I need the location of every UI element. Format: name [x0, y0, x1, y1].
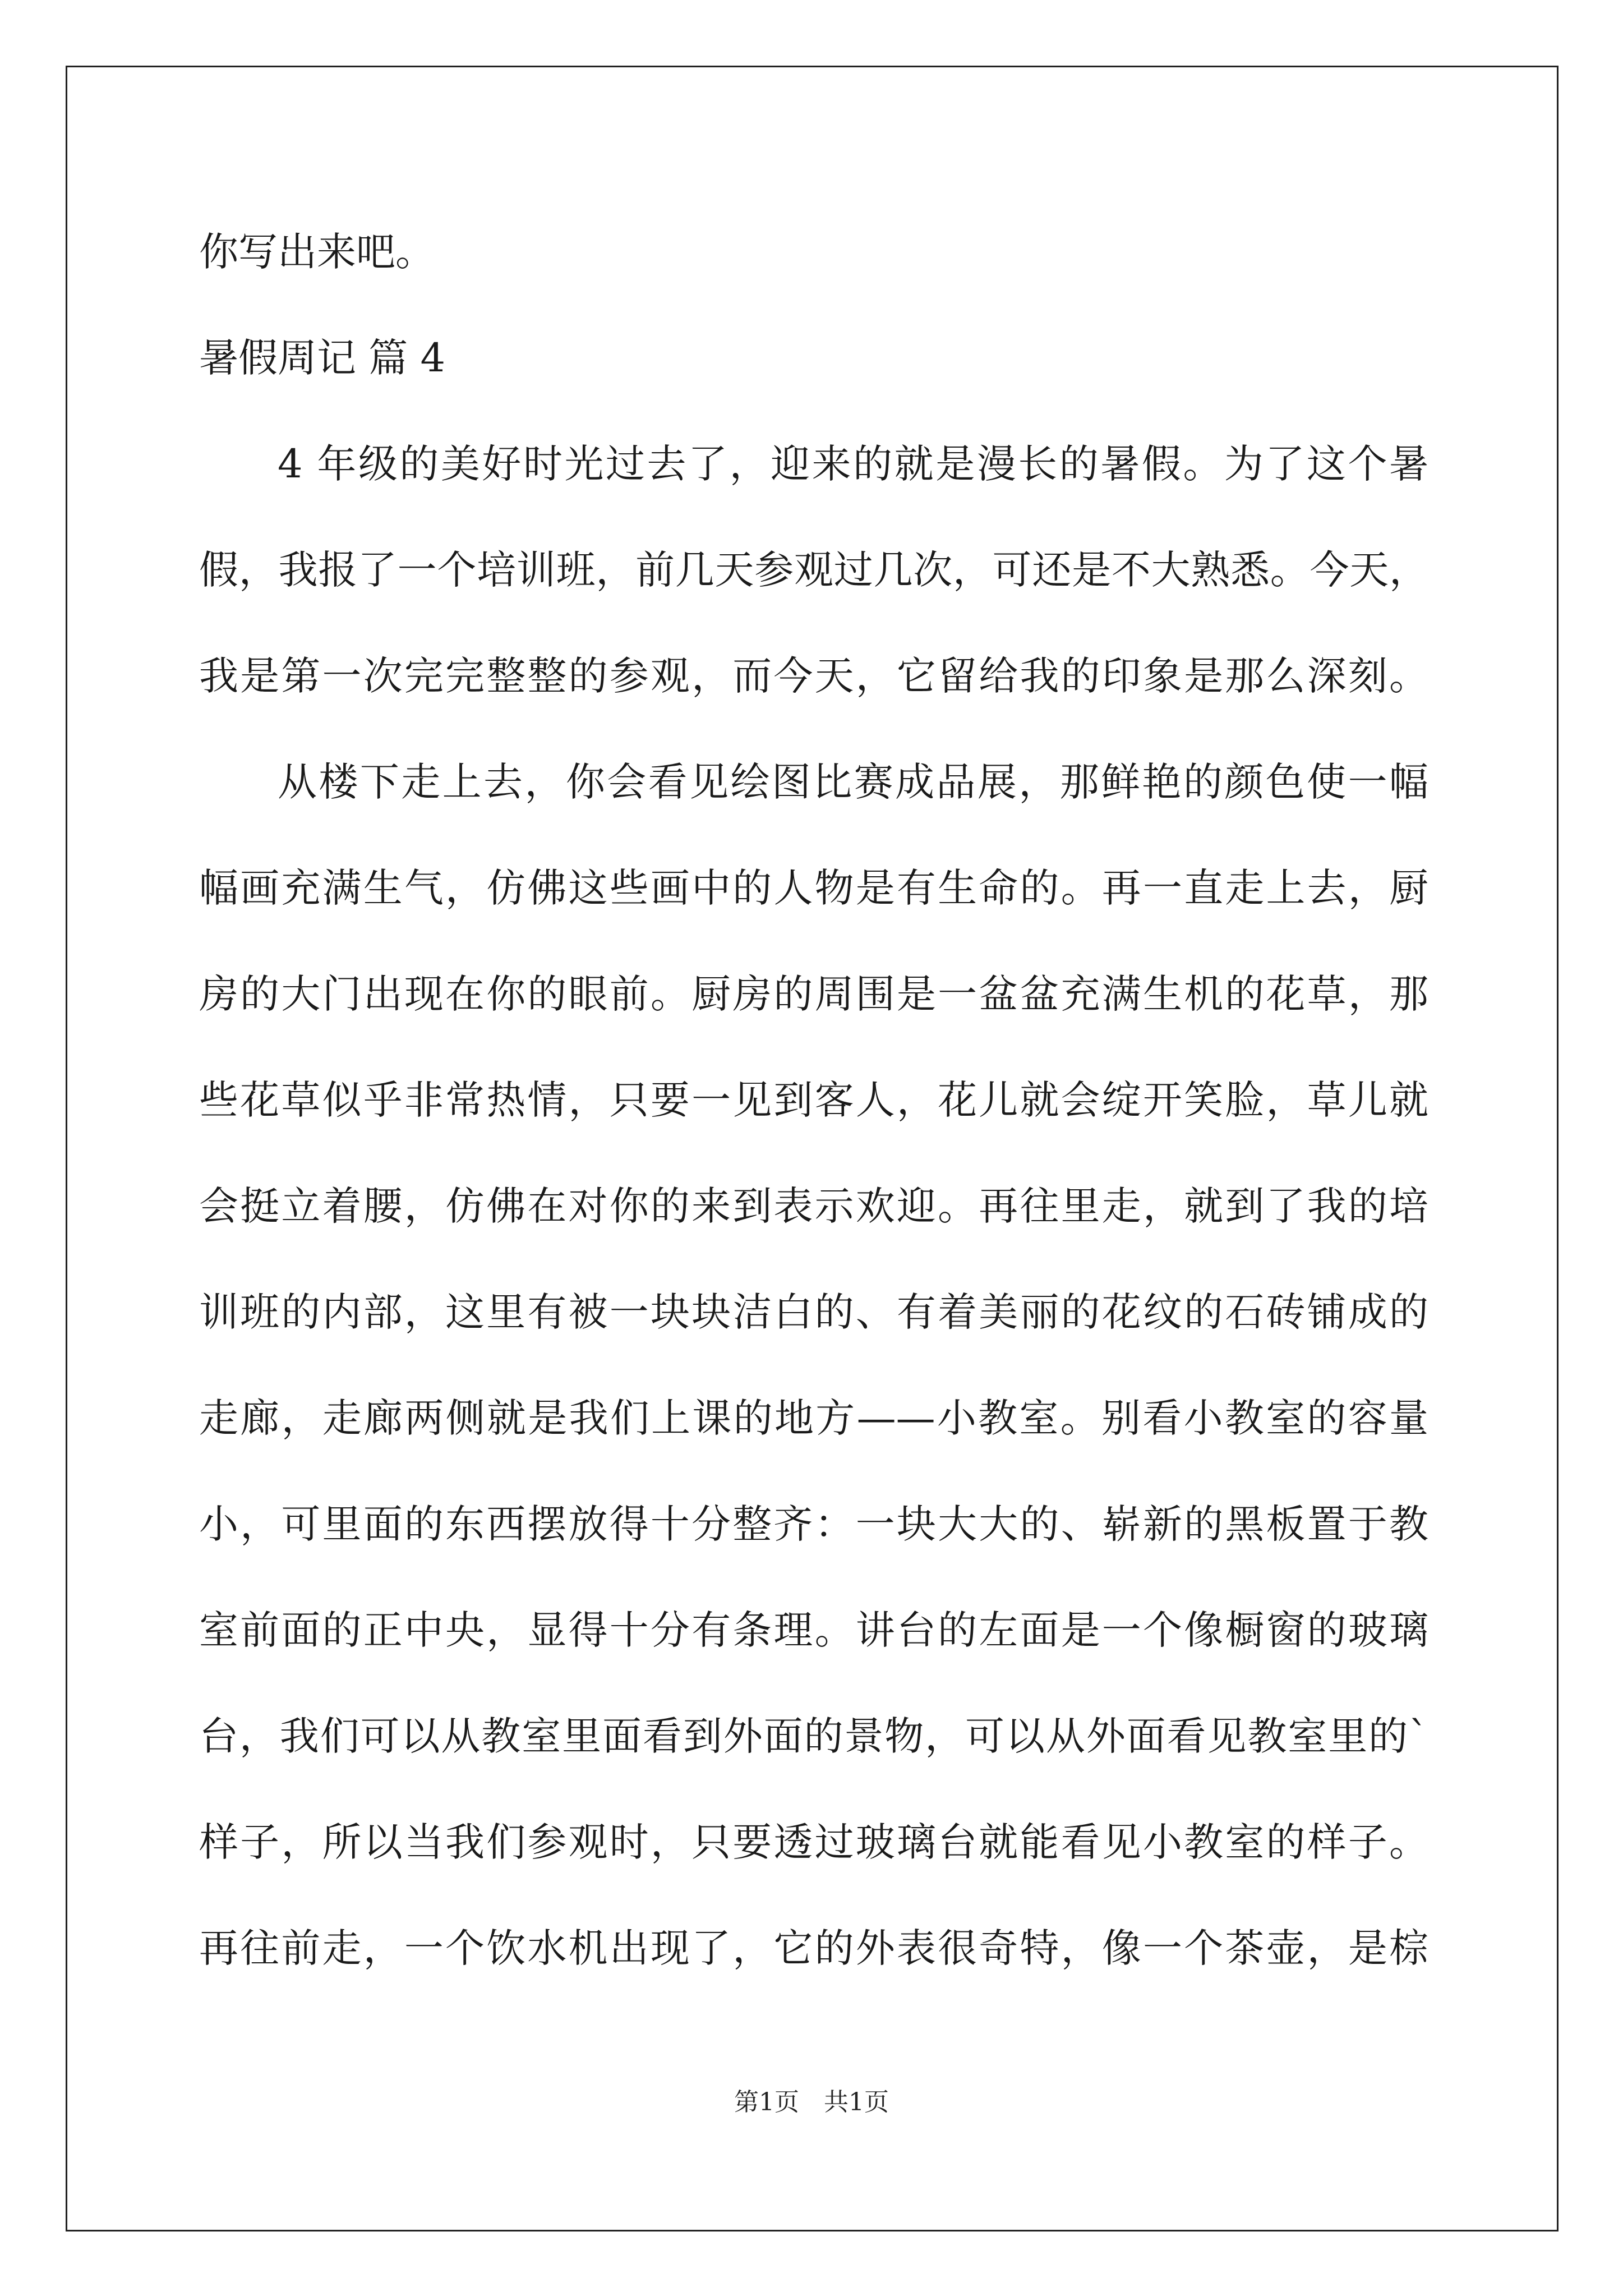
body-line: 4 年级的美好时光过去了，迎来的就是漫长的暑假。为了这个暑 [278, 441, 1428, 487]
document-body [199, 199, 1428, 2001]
body-line: 会挺立着腰，仿佛在对你的来到表示欢迎。再往里走，就到了我的培 [199, 1183, 1428, 1229]
body-line: 从楼下走上去，你会看见绘图比赛成品展，那鲜艳的颜色使一幅 [278, 759, 1428, 805]
body-line: 台，我们可以从教室里面看到外面的景物，可以从外面看见教室里的` [199, 1713, 1428, 1759]
body-line: 幅画充满生气，仿佛这些画中的人物是有生命的。再一直走上去，厨 [199, 865, 1428, 911]
body-line: 小，可里面的东西摆放得十分整齐：一块大大的、崭新的黑板置于教 [199, 1501, 1428, 1547]
body-line: 我是第一次完完整整的参观，而今天，它留给我的印象是那么深刻。 [199, 653, 1428, 699]
body-line: 假，我报了一个培训班，前几天参观过几次，可还是不大熟悉。今天， [199, 547, 1428, 593]
body-line: 训班的内部，这里有被一块块洁白的、有着美丽的花纹的石砖铺成的 [199, 1289, 1428, 1335]
body-line: 走廊，走廊两侧就是我们上课的地方——小教室。别看小教室的容量 [199, 1395, 1428, 1441]
body-line: 些花草似乎非常热情，只要一见到客人，花儿就会绽开笑脸，草儿就 [199, 1077, 1428, 1123]
body-line: 室前面的正中央，显得十分有条理。讲台的左面是一个像橱窗的玻璃 [199, 1607, 1428, 1653]
intro-line: 你写出来吧。 [199, 229, 435, 275]
body-line: 样子，所以当我们参观时，只要透过玻璃台就能看见小教室的样子。 [199, 1819, 1428, 1865]
paragraph [199, 729, 1428, 2001]
paragraph [199, 411, 1428, 729]
body-line: 再往前走，一个饮水机出现了，它的外表很奇特，像一个茶壶，是棕 [199, 1925, 1428, 1971]
body-line: 房的大门出现在你的眼前。厨房的周围是一盆盆充满生机的花草，那 [199, 971, 1428, 1017]
section-heading: 暑假周记 篇 4 [199, 335, 446, 381]
page-footer: 第1页 共1页 [734, 2088, 889, 2116]
